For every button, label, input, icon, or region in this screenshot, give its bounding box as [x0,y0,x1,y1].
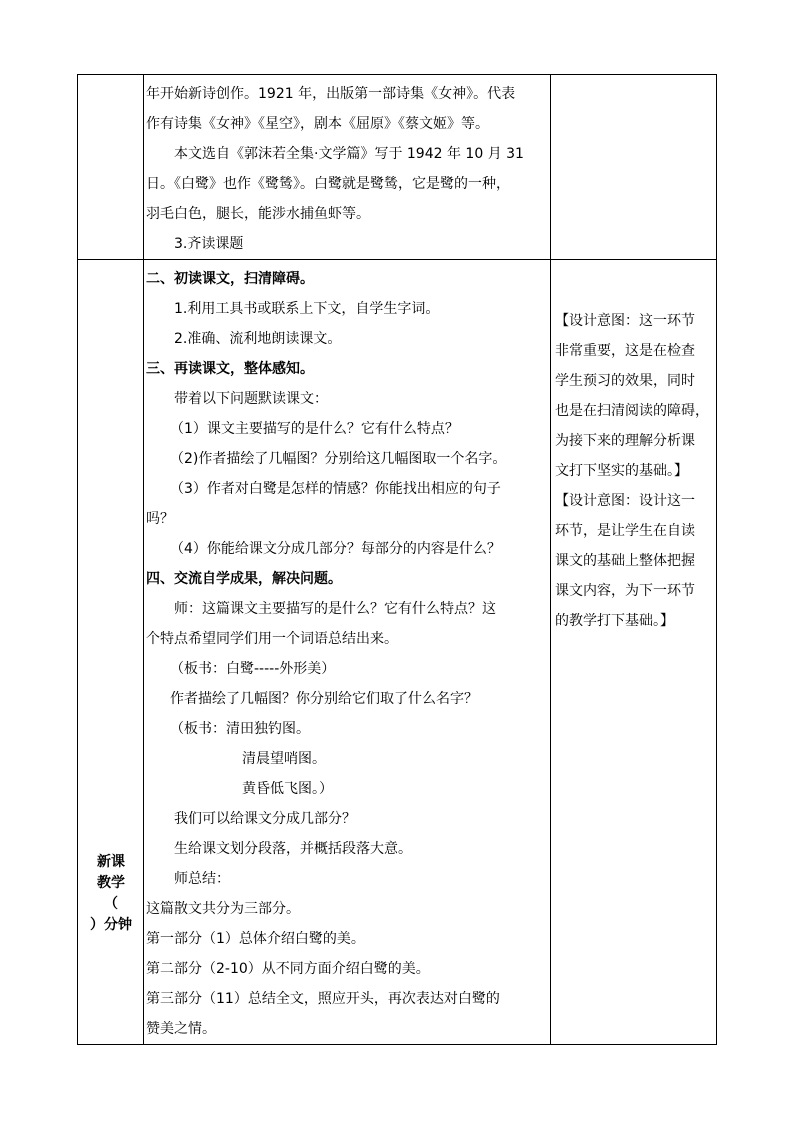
text-line: 1.利用工具书或联系上下文，自学生字词。 [174,301,440,317]
text-line: 日。《白鹭》也作《鹭鸶》。白鹭就是鹭鸶，它是鹭的一种， [146,176,510,192]
design-note-line: 的教学打下基础。】 [555,613,674,629]
stage-cell [78,75,144,260]
design-note-line: 为接下来的理解分析课 [555,433,695,449]
table-row [78,260,717,1045]
text-line: （板书：清田独钓图。 [170,721,310,737]
text-line: 我们可以给课文分成几部分？ [174,811,356,827]
text-line: 羽毛白色，腿长，能涉水捕鱼虾等。 [146,206,370,222]
text-line: （板书：白鹭-----外形美） [170,661,336,677]
design-note-line: 学生预习的效果，同时 [555,373,695,389]
stage-label: 新课 教学 （ ）分钟 [90,854,132,933]
section-heading: 四、交流自学成果，解决问题。 [146,571,342,587]
design-cell [551,260,717,1045]
lesson-plan-table [77,74,717,1045]
content-cell [144,75,551,260]
text-line: 吗？ [146,511,174,527]
text-line: （2)作者描绘了几幅图？分别给这几幅图取一个名字。 [170,451,507,467]
text-line: 第一部分（1）总体介绍白鹭的美。 [146,931,365,947]
text-line: 作有诗集《女神》《星空》，剧本《屈原》《蔡文姬》等。 [146,116,489,132]
design-note-line: 也是在扫清阅读的障碍， [555,403,709,419]
text-line: 2.准确、流利地朗读课文。 [174,331,342,347]
text-line: 赞美之情。 [146,1021,216,1037]
text-line: 清晨望哨图。 [242,751,326,767]
text-line: 年开始新诗创作。1921 年，出版第一部诗集《女神》。代表 [146,86,516,102]
text-line: 师总结： [174,871,230,887]
design-note-line: 课文的基础上整体把握 [555,553,695,569]
text-line: 带着以下问题默读课文： [174,391,328,407]
text-line: （4）你能给课文分成几部分？每部分的内容是什么？ [170,541,501,557]
section-heading: 三、再读课文，整体感知。 [146,361,314,377]
text-line: 第三部分（11）总结全文，照应开头，再次表达对白鹭的 [146,991,500,1007]
design-cell [551,75,717,260]
section-heading: 二、初读课文，扫清障碍。 [146,271,314,287]
text-line: （1）课文主要描写的是什么？它有什么特点？ [170,421,459,437]
table-row [78,75,717,260]
text-line: 这篇散文共分为三部分。 [146,901,300,917]
content-cell [144,260,551,1045]
text-line: 作者描绘了几幅图？你分别给它们取了什么名字？ [170,691,478,707]
text-line: 第二部分（2-10）从不同方面介绍白鹭的美。 [146,961,430,977]
text-line: 个特点希望同学们用一个词语总结出来。 [146,631,398,647]
text-line: 3.齐读课题 [174,236,244,252]
stage-cell [78,260,144,1045]
text-line: 本文选自《郭沫若全集·文学篇》写于 1942 年 10 月 31 [174,146,524,162]
design-note-line: 文打下坚实的基础。】 [555,463,688,479]
text-line: 黄昏低飞图。） [242,781,333,797]
text-line: 师：这篇课文主要描写的是什么？它有什么特点？这 [174,601,496,617]
design-note-line: 非常重要，这是在检查 [555,343,695,359]
text-line: 生给课文划分段落，并概括段落大意。 [174,841,412,857]
design-note-line: 【设计意图：这一环节 [555,313,695,329]
design-note-line: 环节，是让学生在自读 [555,523,695,539]
text-line: （3）作者对白鹭是怎样的情感？你能找出相应的句子 [170,481,501,497]
design-note-line: 【设计意图：设计这一 [555,493,695,509]
design-note-line: 课文内容，为下一环节 [555,583,695,599]
